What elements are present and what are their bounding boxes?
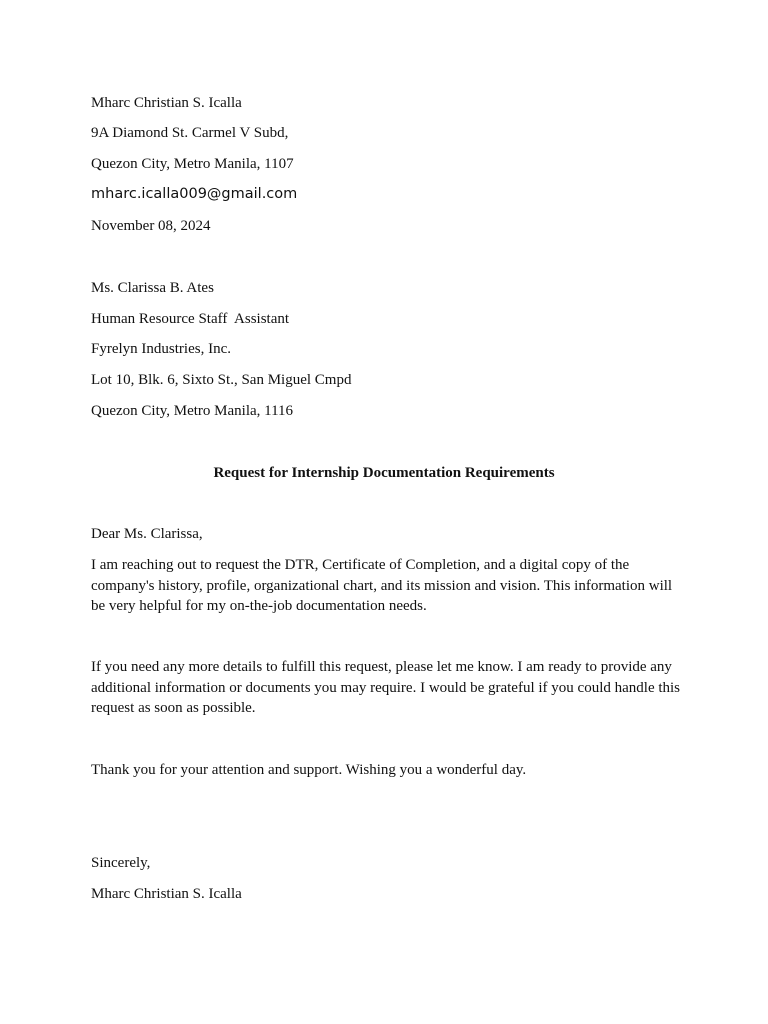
signature-name: Mharc Christian S. Icalla	[91, 886, 242, 902]
recipient-title: Human Resource Staff Assistant	[91, 311, 290, 327]
recipient-name: Ms. Clarissa B. Ates	[91, 280, 214, 296]
body-paragraph-2: If you need any more details to fulfill this request, please let me know. I am ready to provide any additional information or documents you may require. I would be grateful if you could handle this request as soon as possible.	[91, 659, 681, 716]
body-paragraph-1: I am reaching out to request the DTR, Certificate of Completion, and a digital copy of the company's history, profile, organizational chart, and its mission and vision. This information will be very helpful for my on-the-job documentation needs.	[91, 557, 673, 614]
sender-address-line2: Quezon City, Metro Manila, 1107	[91, 156, 294, 172]
letter-date: November 08, 2024	[91, 218, 211, 234]
recipient-company: Fyrelyn Industries, Inc.	[91, 341, 231, 357]
body-paragraph-3: Thank you for your attention and support. Wishing you a wonderful day.	[91, 762, 527, 778]
closing: Sincerely,	[91, 855, 151, 871]
letter-subject: Request for Internship Documentation Requirements	[213, 465, 555, 481]
sender-email: mharc.icalla009@gmail.com	[91, 186, 298, 202]
recipient-address-line2: Quezon City, Metro Manila, 1116	[91, 403, 294, 419]
recipient-address-line1: Lot 10, Blk. 6, Sixto St., San Miguel Cmpd	[91, 372, 352, 388]
salutation: Dear Ms. Clarissa,	[91, 526, 203, 542]
sender-name: Mharc Christian S. Icalla	[91, 95, 242, 111]
sender-address-line1: 9A Diamond St. Carmel V Subd,	[91, 125, 289, 141]
